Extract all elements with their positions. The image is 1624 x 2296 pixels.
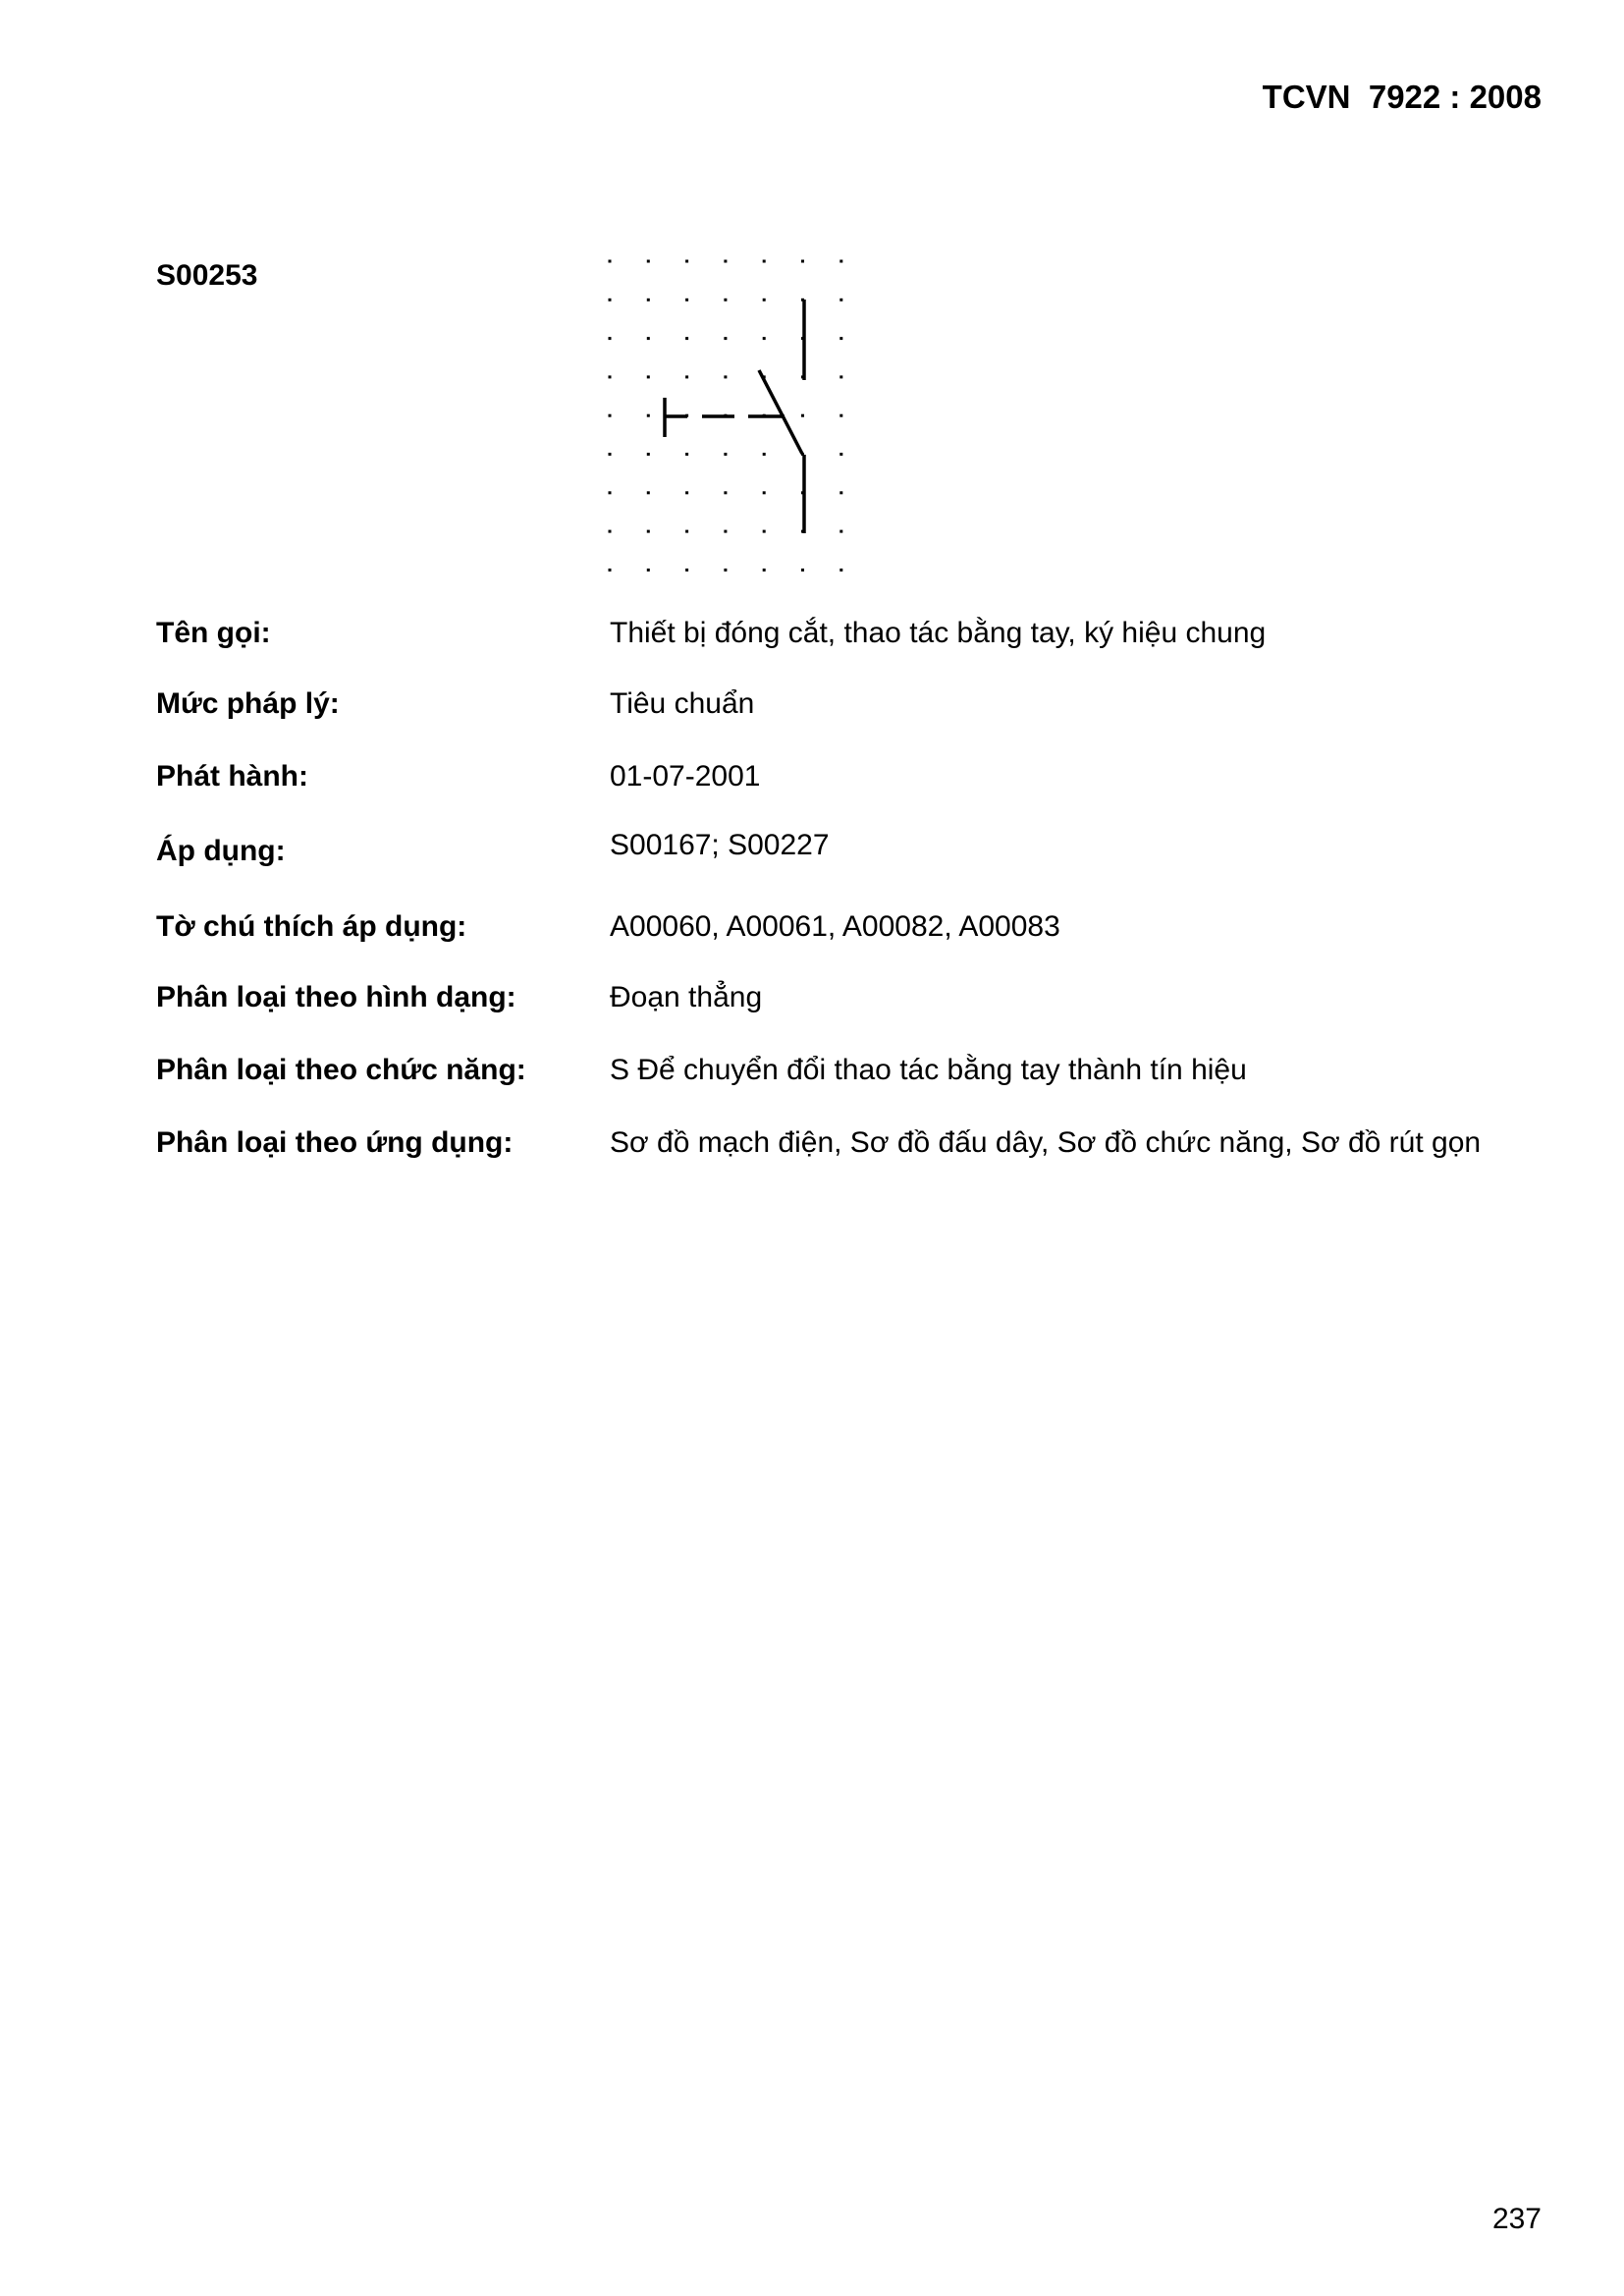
grid-dot [685, 491, 688, 494]
grid-dot [839, 337, 842, 340]
field-label: Mức pháp lý: [156, 687, 340, 720]
field-value: A00060, A00061, A00082, A00083 [610, 910, 1060, 943]
field-value: S Để chuyển đổi thao tác bằng tay thành tín hiệu [610, 1054, 1247, 1086]
grid-dot [724, 569, 727, 572]
switch-lines [665, 300, 804, 533]
grid-dot [647, 414, 650, 417]
symbol-code: S00253 [156, 259, 258, 292]
grid-dot [685, 299, 688, 301]
grid-dot [839, 453, 842, 456]
grid-dot [609, 299, 612, 301]
grid-dot [763, 453, 766, 456]
grid-dot [724, 530, 727, 533]
grid-dot [647, 453, 650, 456]
grid-dot [839, 569, 842, 572]
field-value: S00167; S00227 [610, 829, 830, 861]
grid-dot [647, 260, 650, 263]
manual-switch-symbol-icon [0, 0, 1624, 609]
grid-dot [724, 337, 727, 340]
field-label: Phân loại theo ứng dụng: [156, 1126, 514, 1159]
field-label: Phân loại theo chức năng: [156, 1054, 526, 1086]
grid-dot [763, 569, 766, 572]
grid-dot [609, 260, 612, 263]
grid-dot [763, 260, 766, 263]
grid-dot [609, 453, 612, 456]
field-label: Áp dụng: [156, 835, 286, 867]
field-value: Thiết bị đóng cắt, thao tác bằng tay, ký hiệu chung [610, 617, 1267, 649]
grid-dot [801, 569, 804, 572]
grid-dot [839, 375, 842, 378]
grid-dot [839, 414, 842, 417]
page-number: 237 [1491, 2203, 1542, 2235]
grid-dot [801, 414, 804, 417]
grid-dot [724, 453, 727, 456]
grid-dot [685, 260, 688, 263]
field-value: Tiêu chuẩn [610, 687, 755, 720]
grid-dot [724, 375, 727, 378]
grid-dot [609, 569, 612, 572]
grid-dot [801, 260, 804, 263]
grid-dot [839, 299, 842, 301]
grid-dot [724, 491, 727, 494]
grid-dot [609, 414, 612, 417]
field-label: Tờ chú thích áp dụng: [156, 910, 467, 943]
grid-dot [685, 337, 688, 340]
grid-dot [609, 375, 612, 378]
grid-dot [763, 491, 766, 494]
field-value: 01-07-2001 [610, 760, 761, 793]
grid-dot [685, 375, 688, 378]
grid-dot [647, 299, 650, 301]
grid-dot [839, 530, 842, 533]
grid-dot [609, 337, 612, 340]
grid-dot [685, 569, 688, 572]
grid-dot [839, 260, 842, 263]
field-value: Đoạn thẳng [610, 981, 763, 1013]
grid-dot [609, 491, 612, 494]
grid-dot [647, 491, 650, 494]
standard-header: TCVN 7922 : 2008 [1262, 79, 1542, 115]
field-label: Phát hành: [156, 760, 308, 793]
grid-dot [724, 299, 727, 301]
grid-dot [609, 530, 612, 533]
grid-dot [685, 453, 688, 456]
field-label: Phân loại theo hình dạng: [156, 981, 516, 1013]
grid-dot [839, 491, 842, 494]
field-value: Sơ đồ mạch điện, Sơ đồ đấu dây, Sơ đồ chức năng, Sơ đồ rút gọn [610, 1126, 1482, 1159]
grid-dot [685, 530, 688, 533]
grid-dot [647, 530, 650, 533]
grid-dot [647, 375, 650, 378]
grid-dot [724, 260, 727, 263]
field-label: Tên gọi: [156, 617, 271, 649]
grid-dot [647, 569, 650, 572]
grid-dot [763, 530, 766, 533]
grid-dot [647, 337, 650, 340]
switch-blade-line [759, 370, 802, 454]
grid-dot [763, 299, 766, 301]
grid-dot [763, 337, 766, 340]
